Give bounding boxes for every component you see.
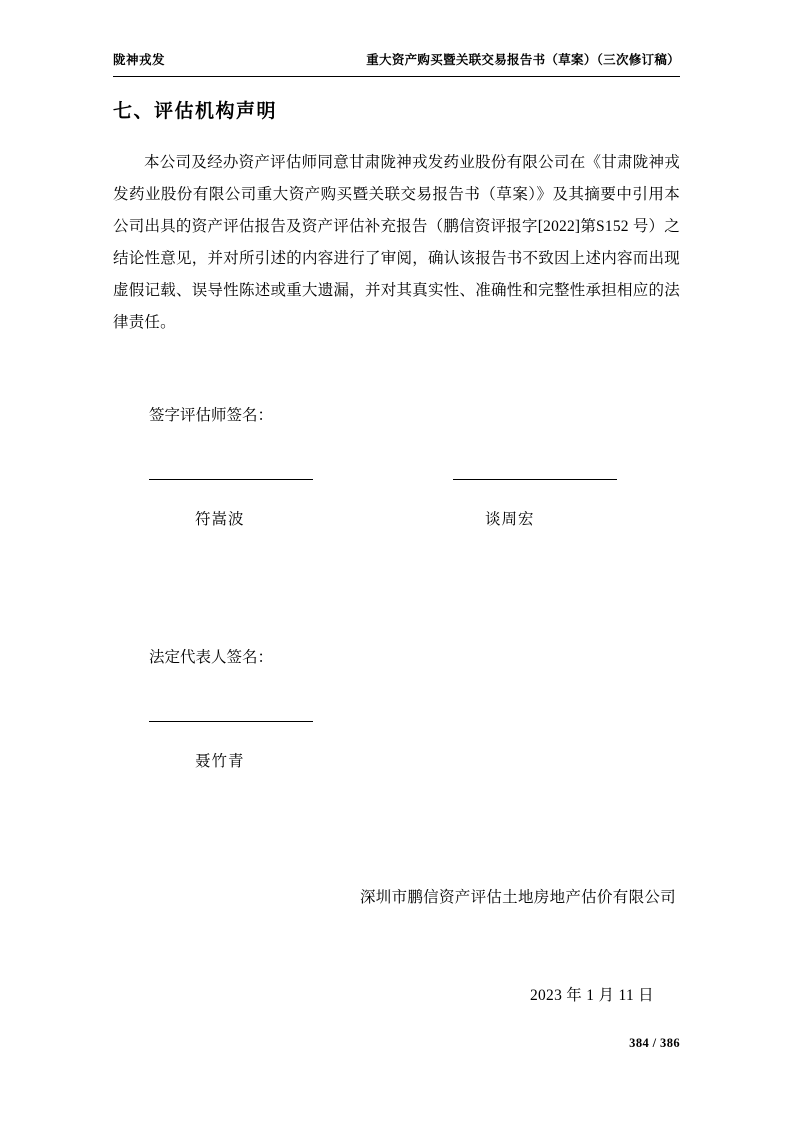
page-footer (113, 1034, 680, 1052)
spacer (113, 775, 680, 885)
signature-line (453, 479, 617, 480)
spacer (113, 533, 680, 643)
appraiser-signature-label: 签字评估师签名： (149, 407, 274, 424)
header-divider (113, 76, 680, 77)
organization-name: 深圳市鹏信资产评估土地房地产估价有限公司 (359, 889, 676, 906)
signature-line (149, 479, 313, 480)
section-title: 七、评估机构声明 (113, 101, 278, 122)
appraiser-name: 符嵩波 (195, 511, 245, 528)
page-number: 384 / 386 (629, 1036, 680, 1050)
document-date: 2023 年 1 月 11 日 (529, 987, 654, 1004)
legal-representative-name-wrap (113, 749, 680, 775)
legal-representative-label: 法定代表人签名： (149, 649, 274, 666)
legal-representative-signature-line-wrap (113, 721, 680, 737)
legal-representative-signature-block (113, 643, 680, 775)
legal-representative-name: 聂竹青 (195, 753, 245, 770)
appraiser-signature-lines (113, 479, 680, 495)
signature-line (149, 721, 313, 722)
running-header (113, 50, 680, 76)
appraiser-name: 谈周宏 (485, 511, 535, 528)
appraiser-signature-block (113, 401, 680, 533)
document-content (113, 95, 680, 1005)
appraiser-names (113, 507, 680, 533)
header-company-name: 陇神戎发 (113, 53, 166, 67)
spacer (113, 339, 680, 401)
header-document-title: 重大资产购买暨关联交易报告书（草案）（三次修订稿） (366, 53, 680, 67)
statement-paragraph: 本公司及经办资产评估师同意甘肃陇神戎发药业股份有限公司在《甘肃陇神戎发药业股份有限公司重大资产购买暨关联交易报告书（草案）》及其摘要中引用本公司出具的资产评估报告及资产评估补充报告（鹏信资评报字[2022]第S152 号）之结论性意见，并对所引述的内容进行了审阅，确认该报告书不致因上述内容而出现虚假记载、误导性陈述或重大遗漏，并对其真实性、准确性和完整性承担相应的法律责任。 (113, 154, 680, 331)
